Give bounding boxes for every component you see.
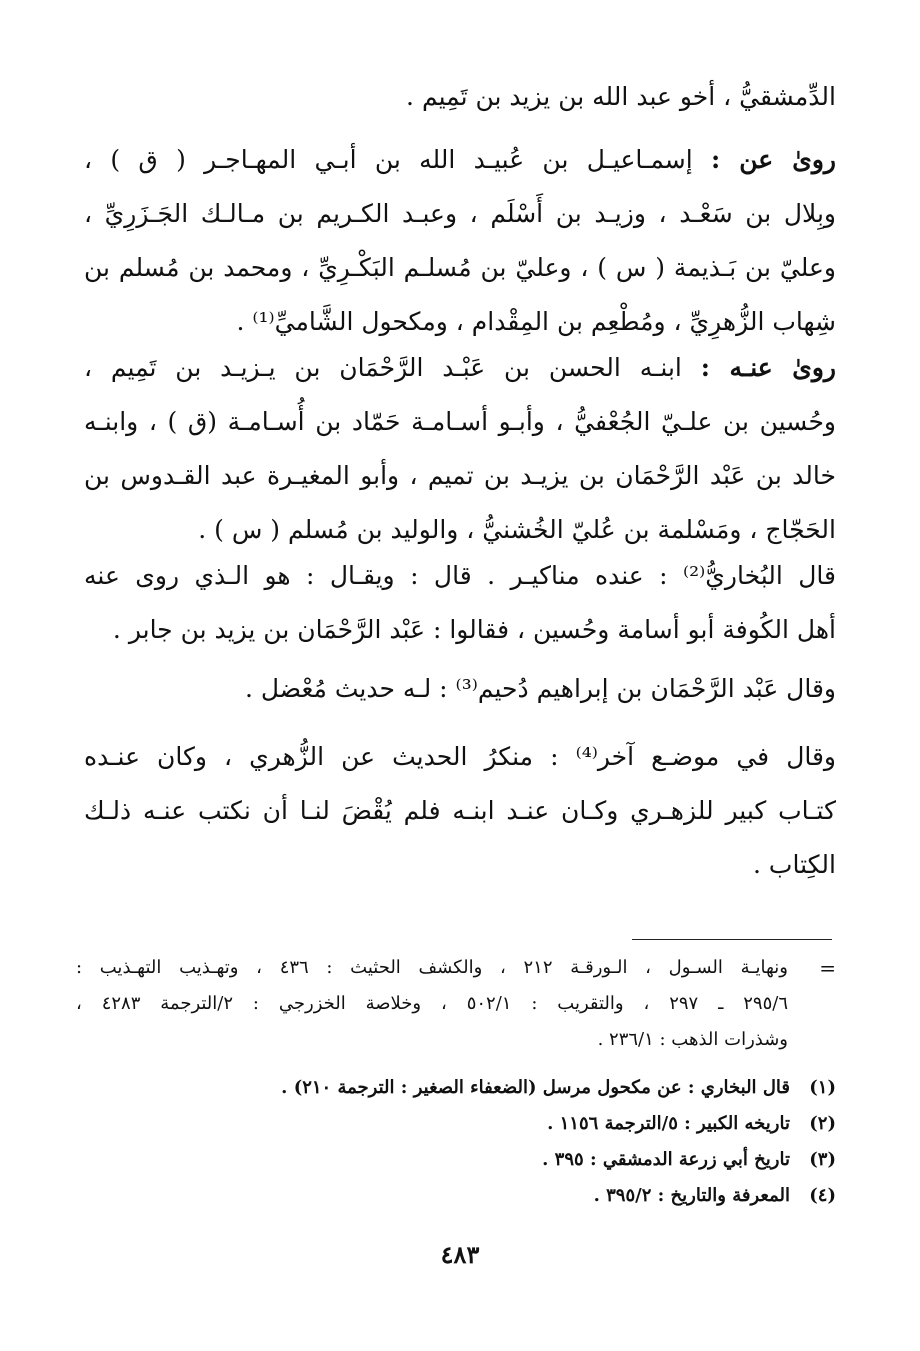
paragraph-bukhari bbox=[84, 549, 836, 657]
text-line: الكِتاب . bbox=[753, 850, 836, 879]
text-line: الحَجّاج ، ومَسْلمة بن عُليّ الخُشنيُّ ، والوليد بن مُسلم ( س ) . bbox=[198, 515, 836, 544]
text-fragment: إسمـاعيـل بن عُبيـد الله بن أبـي المهـاجـر ( ق ) ، bbox=[84, 145, 693, 174]
footnote-continuation bbox=[76, 950, 836, 1058]
text-line: وعليّ بن بَـذيمة ( س ) ، وعليّ بن مُسلـم البَكْـرِيِّ ، ومحمد بن مُسلم بن bbox=[84, 253, 836, 282]
paragraph-another-place bbox=[84, 730, 836, 892]
paragraph-narrated-from bbox=[84, 133, 836, 349]
text-line: قال البُخاريُّ⁽²⁾ : عنده مناكيـر . قال : ويقـال : هو الـذي روى عنه bbox=[84, 561, 836, 590]
text-line: كتـاب كبير للزهـري وكـان عنـد ابنـه فلم يُقْضَ لنـا أن نكتب عنـه ذلـك bbox=[84, 796, 836, 825]
text-line: شِهاب الزُّهرِيِّ ، ومُطْعِم بن المِقْدام ، ومكحول الشَّاميِّ⁽¹⁾ . bbox=[236, 307, 836, 336]
footnote-item bbox=[76, 1142, 836, 1178]
text-line: وقال في موضـع آخر⁽⁴⁾ : منكرُ الحديث عن الزُّهري ، وكان عنـده bbox=[84, 742, 836, 771]
paragraph-narrated-by bbox=[84, 341, 836, 557]
footnote-item bbox=[76, 1178, 836, 1214]
footnote-number: (٢) bbox=[809, 1113, 836, 1134]
paragraph-intro bbox=[84, 70, 836, 124]
footnote-text: قال البخاري : عن مكحول مرسل (الضعفاء الصغير : الترجمة ٢١٠) . bbox=[281, 1077, 790, 1098]
text-line: وحُسين بن علـيّ الجُعْفيُّ ، وأبـو أسـامـة حَمّاد بن أُسـامـة (ق ) ، وابنـه bbox=[84, 407, 836, 436]
text-fragment: ابنـه الحسن بن عَبْـد الرَّحْمَان بن يـزيـد بن تَمِيم ، bbox=[84, 353, 682, 382]
footnotes-list bbox=[76, 1070, 836, 1214]
page-number: ٤٨٣ bbox=[440, 1240, 480, 1269]
text-line: وقال عَبْد الرَّحْمَان بن إبراهيم دُحيم⁽³⁾ : لـه حديث مُعْضل . bbox=[244, 674, 836, 703]
footnote-item bbox=[76, 1106, 836, 1142]
footnote-line: وشذرات الذهب : ٢٣٦/١ . bbox=[597, 1029, 788, 1050]
footnote-number: (٣) bbox=[809, 1149, 836, 1170]
footnote-separator bbox=[632, 939, 832, 940]
footnote-number: (٤) bbox=[809, 1185, 836, 1206]
text-line: الدِّمشقيُّ ، أخو عبد الله بن يزيد بن تَمِيم . bbox=[406, 82, 836, 111]
text-line bbox=[84, 133, 836, 187]
text-line: خالد بن عَبْد الرَّحْمَان بن يزيـد بن تميم ، وأبو المغيـرة عبد القـدوس بن bbox=[84, 461, 836, 490]
paragraph-duhaym bbox=[84, 662, 836, 716]
paragraph-lead: روىٰ عن : bbox=[711, 145, 836, 174]
footnote-line: ونهايـة السـول ، الـورقـة ٢١٢ ، والكشف الحثيث : ٤٣٦ ، وتهـذيب التهـذيب : bbox=[76, 957, 788, 978]
continuation-mark: = bbox=[819, 956, 836, 980]
text-line bbox=[84, 341, 836, 395]
text-line: وبِلال بن سَعْـد ، وزيـد بن أَسْلَم ، وعبـد الكـريم بن مـالـك الجَـزَرِيِّ ، bbox=[84, 199, 836, 228]
footnote-text: تاريخه الكبير : ٥/الترجمة ١١٥٦ . bbox=[547, 1113, 790, 1134]
text-line: أهل الكُوفة أبو أسامة وحُسين ، فقالوا : عَبْد الرَّحْمَان بن يزيد بن جابر . bbox=[112, 615, 836, 644]
paragraph-lead: روىٰ عنـه : bbox=[700, 353, 836, 382]
footnote-number: (١) bbox=[809, 1077, 836, 1098]
footnote-line: ٢٩٥/٦ ـ ٢٩٧ ، والتقريب : ٥٠٢/١ ، وخلاصة الخزرجي : ٢/الترجمة ٤٢٨٣ ، bbox=[76, 993, 788, 1014]
footnote-item bbox=[76, 1070, 836, 1106]
footnote-text: المعرفة والتاريخ : ٣٩٥/٢ . bbox=[593, 1185, 790, 1206]
footnote-text: تاريخ أبي زرعة الدمشقي : ٣٩٥ . bbox=[542, 1149, 790, 1170]
